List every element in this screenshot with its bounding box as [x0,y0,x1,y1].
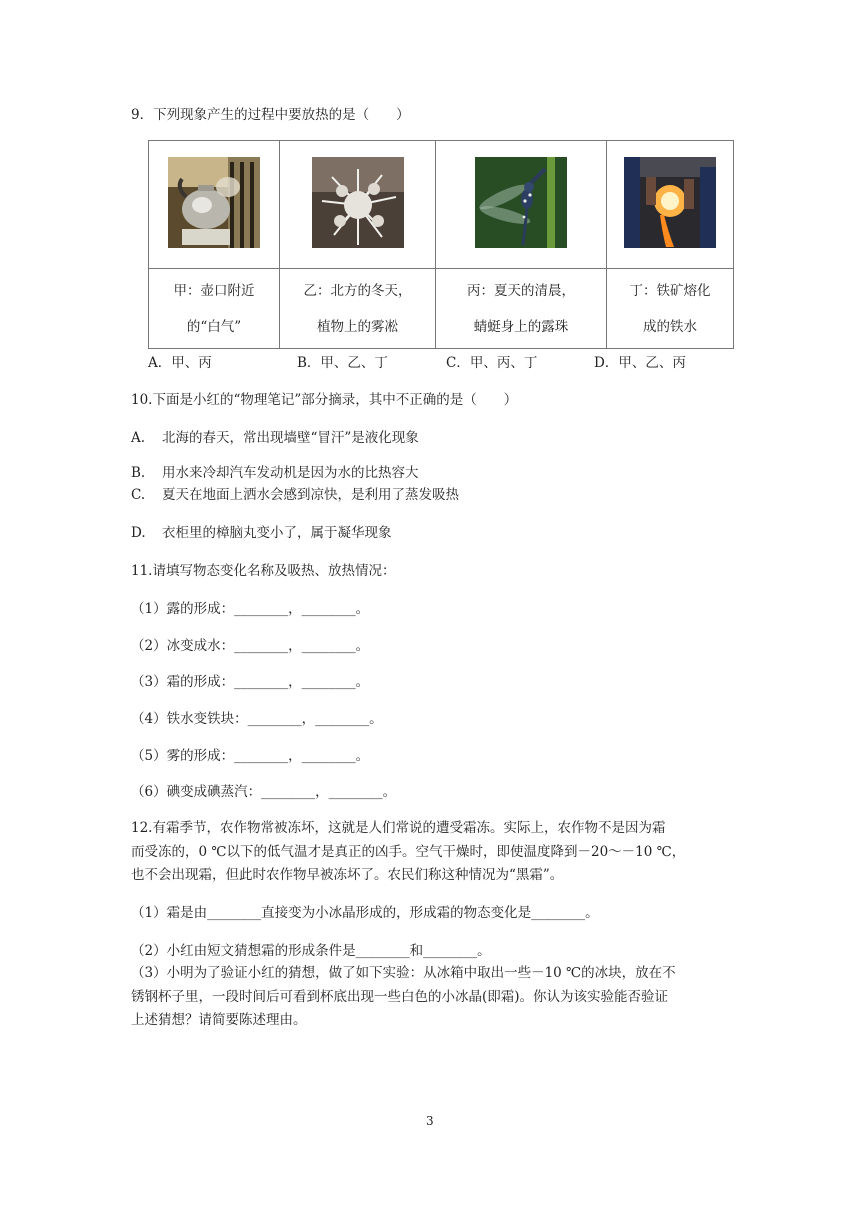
q11-item-6: （6）碘变成碘蒸汽：________，________。 [131,784,397,800]
q12-sub-3-line-1: （3）小明为了验证小红的猜想，做了如下实验：从冰箱中取出一些－10 ℃的冰块，放在不 [131,965,676,981]
q9-image-cell-ding [607,141,734,269]
q11-item-4: （4）铁水变铁块：________，________。 [131,711,383,727]
q11-item-3: （3）霜的形成：________，________。 [131,674,370,690]
q9-option-b[interactable]: B．甲、乙、丁 [297,355,388,371]
q10-option-a[interactable] [131,432,419,446]
q9-image-table [148,140,734,349]
q9-caption-bing: 丙：夏天的清晨， 蜻蜓身上的露珠 [436,269,607,349]
q10-option-letter: D. [131,525,146,541]
q10-option-letter: B. [131,465,146,481]
q9-stem: 9．下列现象产生的过程中要放热的是（ ） [131,107,410,123]
q11-stem: 11.请填写物态变化名称及吸热、放热情况： [131,563,396,579]
q10-option-text: 用水来冷却汽车发动机是因为水的比热容大 [162,465,419,481]
q11-item-2: （2）冰变成水：________，________。 [131,638,370,654]
q12-paragraph-line-1: 12.有霜季节，农作物常被冻坏，这就是人们常说的遭受霜冻。实际上，农作物不是因为霜 [131,820,666,836]
q10-option-c[interactable] [131,489,459,503]
q9-caption-jia: 甲：壶口附近 的“白气” [149,269,280,349]
q10-option-text: 北海的春天，常出现墙壁“冒汗”是液化现象 [162,430,419,446]
q10-option-text: 衣柜里的樟脑丸变小了，属于凝华现象 [162,525,392,541]
q9-option-c[interactable]: C．甲、丙、丁 [446,355,538,371]
q11-item-5: （5）雾的形成：________，________。 [131,748,370,764]
q9-caption-yi: 乙：北方的冬天， 植物上的雾凇 [280,269,436,349]
q12-paragraph-line-2: 而受冻的，0 ℃以下的低气温才是真正的凶手。空气干燥时，即使温度降到－20～－10 ℃， [131,844,686,860]
q9-image-cell-bing [436,141,607,269]
molten-iron-photo [624,157,716,248]
q9-image-cell-yi [280,141,436,269]
q9-option-a[interactable]: A．甲、丙 [148,355,212,371]
frost-plant-photo [312,157,404,248]
q9-image-cell-jia [149,141,280,269]
q10-option-b[interactable] [131,467,419,481]
q11-item-1: （1）露的形成：________，________。 [131,601,370,617]
q12-sub-1: （1）霜是由________直接变为小冰晶形成的，形成霜的物态变化是________。 [131,905,599,921]
dragonfly-dew-photo [475,157,567,248]
q10-option-text: 夏天在地面上洒水会感到凉快，是利用了蒸发吸热 [162,487,459,503]
q10-stem: 10.下面是小红的“物理笔记”部分摘录，其中不正确的是（ ） [131,392,518,408]
q10-option-letter: C. [131,487,146,503]
q9-option-d[interactable]: D．甲、乙、丙 [594,355,686,371]
q9-caption-ding: 丁：铁矿熔化 成的铁水 [607,269,734,349]
q12-sub-3-line-2: 锈钢杯子里，一段时间后可看到杯底出现一些白色的小冰晶(即霜)。你认为该实验能否验证 [131,989,669,1005]
q10-option-d[interactable] [131,527,392,541]
kettle-steam-photo [168,157,260,248]
q12-sub-3-line-3: 上述猜想？请简要陈述理由。 [131,1012,307,1028]
page-number: 3 [426,1114,434,1128]
q10-option-letter: A. [131,430,146,446]
q12-sub-2: （2）小红由短文猜想霜的形成条件是________和________。 [131,943,491,959]
q12-paragraph-line-3: 也不会出现霜，但此时农作物早被冻坏了。农民们称这种情况为“黑霜”。 [131,867,564,883]
